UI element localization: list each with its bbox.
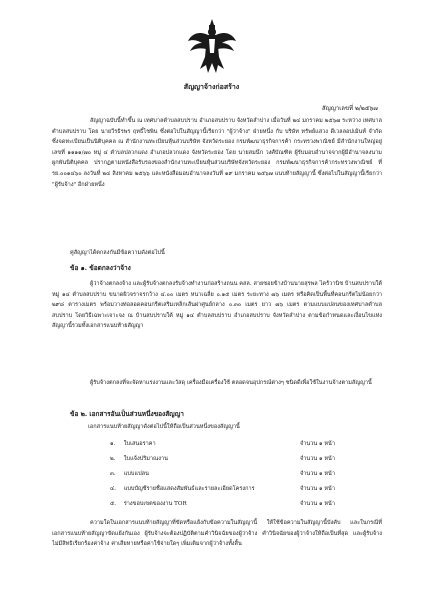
attachment-count: จำนวน ๑ หน้า (300, 501, 335, 507)
attachment-count: จำนวน ๑ หน้า (300, 486, 335, 492)
attachment-count: จำนวน ๑ หน้า (300, 456, 335, 462)
attachment-count: จำนวน ๑ หน้า (300, 441, 335, 447)
clause-1-heading: ข้อ ๑. ข้อตกลงว่าจ้าง (70, 264, 131, 272)
attachment-number: ๓. (110, 471, 116, 477)
clause-2-heading: ข้อ ๒. เอกสารอันเป็นส่วนหนึ่งของสัญญา (70, 410, 184, 418)
clause-1-body: ผู้ว่าจ้างตกลงจ้าง และผู้รับจ้างตกลงรับจ้างทำงานก่อสร้างถนน คสล. สายซอยข้างบ้านนายสุรพล ไคร้วานิช บ้านสบปราบใต้ หมู่ ๑๔ ตำบลสบปราบ ขนาดผิวจราจรกว้าง ๔.๐๐ เมตร หนาเฉลี่ย ๐.๑๕ เมตร ระยะทาง ๗๖ เมตร หรือคิดเป็นพื้นที่คอนกรีตไม่น้อยกว่า ๒๙๘ ตารางเมตร พร้อมวางท่อลอดคอนกรีตเสริมเหล็กเส้นผ่าศูนย์กลาง ๐.๓๐ เมตร ยาว ๗๖ เมตร ตามแบบแปลนของเทศบาลตำบลสบปราบ โดยวิธีเฉพาะเจาะจง ณ บ้านสบปราบใต้ หมู่ ๑๔ ตำบลสบปราบ อำเภอสบปราบ จังหวัดลำปาง ตามข้อกำหนดและเงื่อนไขแห่งสัญญานี้รวมทั้งเอกสารแนบท้ายสัญญา (52, 281, 382, 330)
attachment-name: แบบบัญชีรายชื่อแสดงสัมพันธ์และรายละเอียดโครงการ (123, 486, 255, 492)
attachment-count: จำนวน ๑ หน้า (300, 471, 335, 477)
attachment-number: ๑. (110, 441, 116, 447)
attachment-number: ๒. (110, 456, 116, 462)
contract-number: สัญญาเลขที่ ๒/๒๕๖๗ (322, 105, 378, 112)
document-title: สัญญาจ้างก่อสร้าง (183, 82, 240, 91)
attachment-row (110, 470, 370, 480)
attachment-row (110, 440, 370, 450)
attachment-row (110, 455, 370, 465)
attachment-row (110, 485, 370, 495)
attachment-name: ใบแจ้งปริมาณงาน (123, 456, 168, 462)
agreement-line: คู่สัญญาได้ตกลงกันมีข้อความดังต่อไปนี้ (70, 250, 165, 256)
attachment-row (110, 500, 370, 510)
attachment-name: แบบแปลน (123, 471, 149, 477)
attachment-name: ใบเสนอราคา (123, 441, 156, 447)
intro-paragraph: สัญญาฉบับนี้ทำขึ้น ณ เทศบาลตำบลสบปราบ อำเภอสบปราบ จังหวัดลำปาง เมื่อวันที่ ๒๔ มกราคม ๒๕๖๗ ระหว่าง เทศบาลตำบลสบปราบ โดย นายวีรธิรพร ฤทธิ์ไชพิน ซึ่งต่อไปในสัญญานี้เรียกว่า "ผู้ว่าจ้าง" ฝ่ายหนึ่ง กับ บริษัท ทรัพย์แสวง ดีเวลลอปเม้นท์ จำกัด ซึ่งจดทะเบียนเป็นนิติบุคคล ณ สำนักงานทะเบียนหุ้นส่วนบริษัท จังหวัดระยอง กรมพัฒนาธุรกิจการค้า กระทรวงพาณิชย์ มีสำนักงานใหญ่อยู่ เลขที่ ๑๑๑๑/๗๐ หมู่ ๔ ตำบลปลวกแดง อำเภอปลวกแดง จังหวัดระยอง โดย นายสมนึก วงศ์บัณฑิต ผู้รับมอบอำนาจจากผู้มีอำนาจลงนามผูกพันนิติบุคคล ปรากฏตามหนังสือรับรองของสำนักงานทะเบียนหุ้นส่วนบริษัทจังหวัดระยอง กรมพัฒนาธุรกิจการค้ากระทรวงพาณิชย์ ที่ รย.๐๐๑๔๖๐ ลงวันที่ ๒๔ สิงหาคม ๒๕๖๖ และหนังสือมอบอำนาจลงวันที่ ๑๙ มกราคม ๒๕๖๗ แนบท้ายสัญญานี้ ซึ่งต่อไปในสัญญานี้เรียกว่า "ผู้รับจ้าง" อีกฝ่ายหนึ่ง (52, 118, 382, 188)
attachment-number: ๔. (110, 486, 117, 492)
attachments-intro: เอกสารแนบท้ายสัญญาดังต่อไปนี้ให้ถือเป็นส่วนหนึ่งของสัญญานี้ (88, 424, 240, 430)
clause-1-tail: ผู้รับจ้างตกลงที่จะจัดหาแรงงานและวัสดุ เครื่องมือเครื่องใช้ ตลอดจนอุปกรณ์ต่างๆ ชนิดดีเพื่อใช้ในงานจ้างตามสัญญานี้ (90, 380, 372, 386)
attachment-number: ๕. (110, 501, 117, 507)
closing-paragraph: ความใดในเอกสารแนบท้ายสัญญาที่ขัดหรือแย้งกับข้อความในสัญญานี้ ให้ใช้ข้อความในสัญญานี้บังคับ และในกรณีที่เอกสารแนบท้ายสัญญาขัดแย้งกันเอง ผู้รับจ้างจะต้องปฏิบัติตามคำวินิจฉัยของผู้ว่าจ้าง คำวินิจฉัยของผู้ว่าจ้างให้ถือเป็นที่สุด และผู้รับจ้างไม่มีสิทธิเรียกร้องค่าจ้าง ค่าเสียหายหรือค่าใช้จ่ายใดๆ เพิ่มเติมจากผู้ว่าจ้างทั้งสิ้น (52, 520, 382, 548)
attachment-name: ร่างขอบเขตของงาน TOR (123, 501, 187, 507)
garuda-emblem-icon (186, 17, 238, 77)
